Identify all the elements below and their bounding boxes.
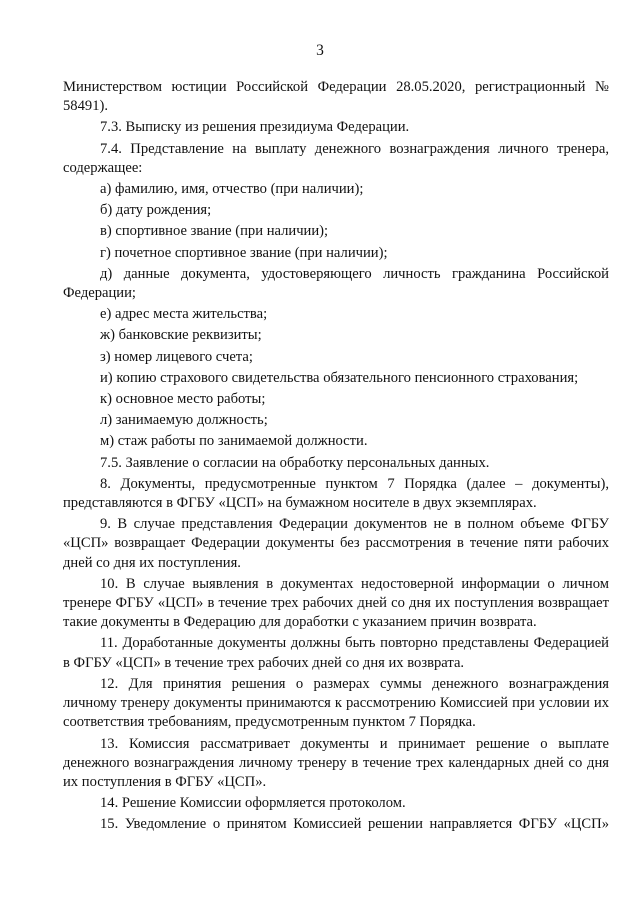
paragraph: в) спортивное звание (при наличии);: [100, 223, 329, 240]
paragraph: е) адрес места жительства;: [100, 306, 268, 323]
paragraph: Министерством юстиции Российской Федерации 28.05.2020, регистрационный № 58491).: [63, 79, 609, 115]
paragraph: и) копию страхового свидетельства обязательного пенсионного страхования;: [100, 369, 579, 386]
paragraph: 15. Уведомление о принятом Комиссией решении направляется ФГБУ «ЦСП»: [100, 816, 609, 833]
paragraph: 12. Для принятия решения о размерах суммы денежного вознаграждения личному тренеру документы принимаются к рассмотрению Комиссией при условии их соответствия требованиям, предусмотренным пунктом 7 Порядка.: [63, 675, 609, 731]
paragraph: 8. Документы, предусмотренные пунктом 7 Порядка (далее – документы), представляются в ФГБУ «ЦСП» на бумажном носителе в двух экземплярах.: [63, 475, 609, 512]
paragraph: а) фамилию, имя, отчество (при наличии);: [100, 181, 364, 198]
paragraph: 9. В случае представления Федерации документов не в полном объеме ФГБУ «ЦСП» возвращает Федерации документы без рассмотрения в течение пяти рабочих дней со дня их поступления.: [63, 516, 609, 571]
paragraph: к) основное место работы;: [100, 391, 266, 408]
paragraph: л) занимаемую должность;: [100, 412, 268, 429]
paragraph: м) стаж работы по занимаемой должности.: [100, 433, 368, 450]
paragraph: б) дату рождения;: [100, 202, 212, 219]
paragraph: 14. Решение Комиссии оформляется протоколом.: [100, 795, 406, 812]
paragraph: 11. Доработанные документы должны быть повторно представлены Федерацией в ФГБУ «ЦСП» в течение трех рабочих дней со дня их возврата.: [63, 635, 609, 671]
document-body: [63, 78, 609, 835]
paragraph: г) почетное спортивное звание (при наличии);: [100, 244, 388, 261]
paragraph: ж) банковские реквизиты;: [100, 327, 262, 344]
paragraph: 7.5. Заявление о согласии на обработку персональных данных.: [100, 454, 490, 471]
paragraph: з) номер лицевого счета;: [100, 348, 253, 365]
paragraph: 10. В случае выявления в документах недостоверной информации о личном тренере ФГБУ «ЦСП» в течение трех рабочих дней со дня их поступления возвращает такие документы в Федерацию для доработки с указанием причин возврата.: [63, 575, 609, 631]
paragraph: 7.3. Выписку из решения президиума Федерации.: [100, 119, 410, 136]
page-number: 3: [316, 42, 324, 59]
paragraph: 13. Комиссия рассматривает документы и принимает решение о выплате денежного вознаграждения личному тренеру в течение трех календарных дней со дня их поступления в ФГБУ «ЦСП».: [63, 735, 609, 790]
paragraph: 7.4. Представление на выплату денежного вознаграждения личного тренера, содержащее:: [63, 140, 609, 176]
paragraph: д) данные документа, удостоверяющего личность гражданина Российской Федерации;: [63, 265, 609, 302]
